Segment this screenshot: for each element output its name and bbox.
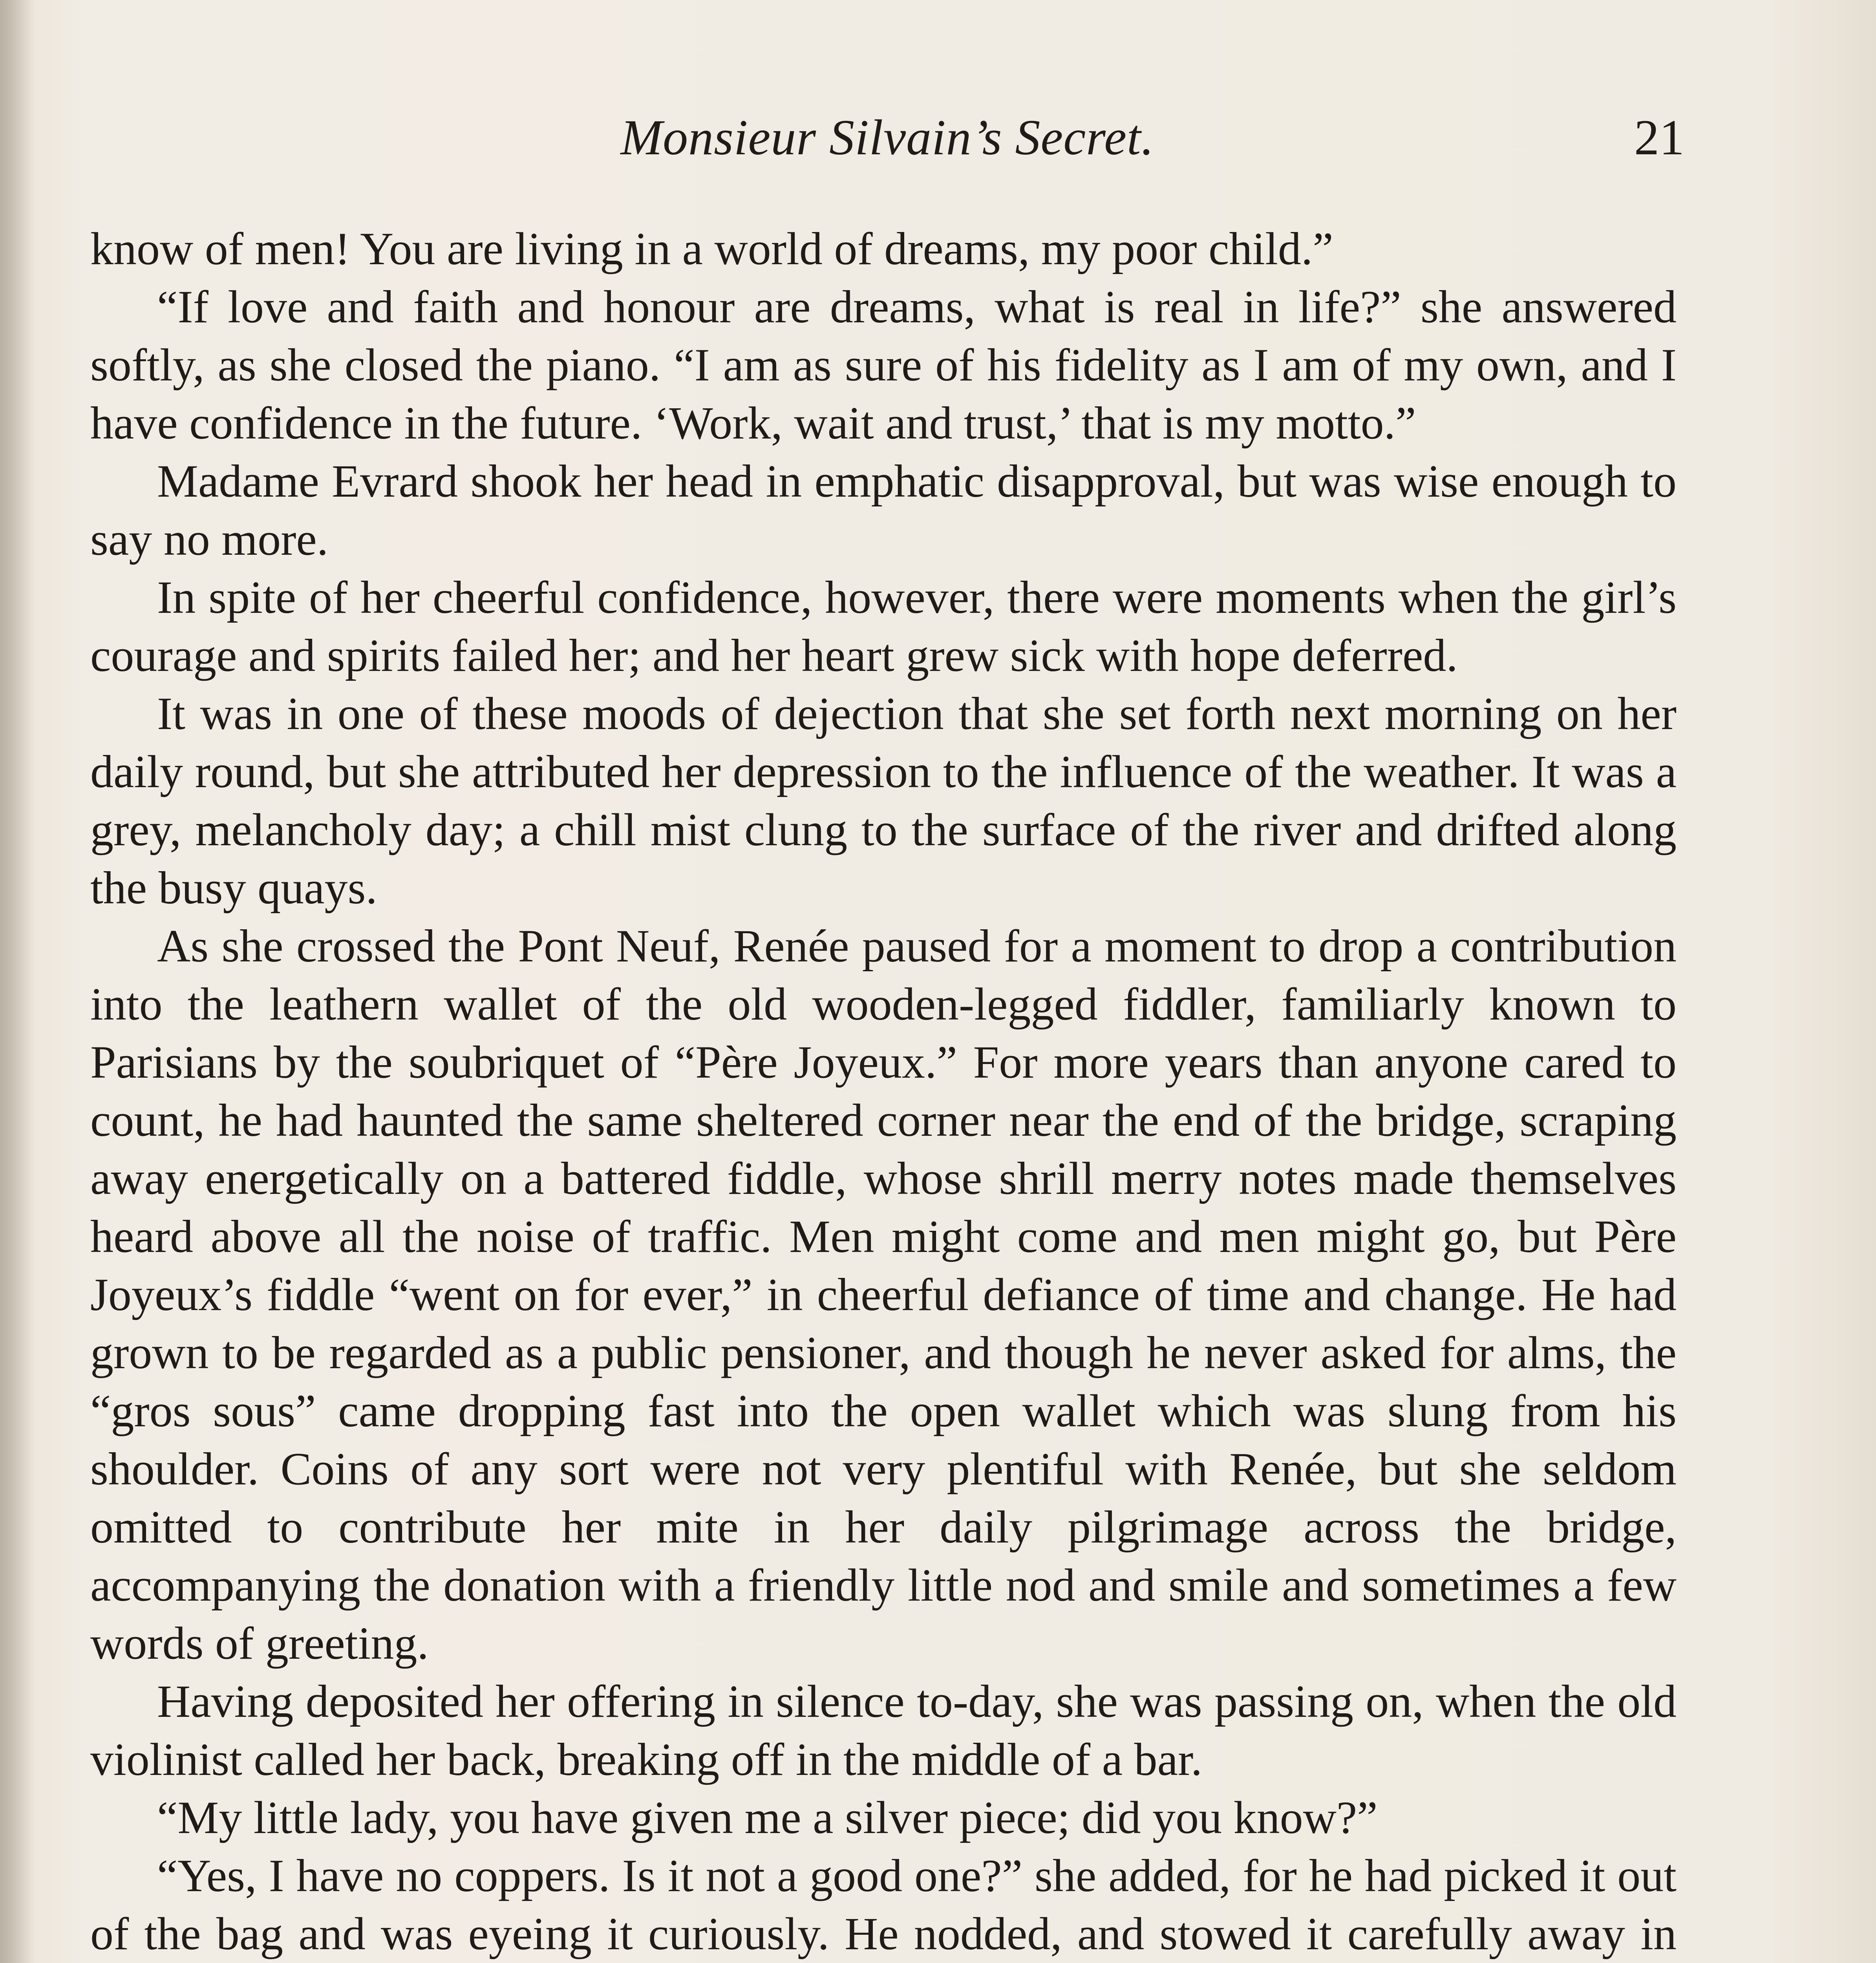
running-header — [90, 104, 1684, 183]
paragraph-3: Madame Evrard shook her head in emphatic disapproval, but was wise enough to say no more. — [90, 455, 1677, 565]
paragraph-6: As she crossed the Pont Neuf, Renée paused for a moment to drop a contribution into the leathern wallet of the old wooden-legged fiddler, familiarly known to Parisians by the soubriquet of “Père Joyeux.” For more years than anyone cared to count, he had haunted the same sheltered corner near the end of the bridge, scraping away energetically on a battered fiddle, whose shrill merry notes made themselves heard above all the noise of traffic. Men might come and men might go, but Père Joyeux’s fiddle “went on for ever,” in cheerful defiance of time and change. He had grown to be regarded as a public pensioner, and though he never asked for alms, the “gros sous” came dropping fast into the open wallet which was slung from his shoulder. Coins of any sort were not very plentiful with Renée, but she seldom omitted to contribute her mite in her daily pilgrimage across the bridge, accompanying the donation with a friendly little nod and smile and sometimes a few words of greeting. — [90, 920, 1677, 1669]
gutter-shadow — [0, 0, 35, 1963]
paragraph-1: know of men! You are living in a world of dreams, my poor child.” — [90, 223, 1333, 274]
running-title: Monsieur Silvain’s Secret. — [620, 110, 1154, 165]
paragraph-2: “If love and faith and honour are dreams, what is real in life?” she answered softly, as she closed the piano. “I am as sure of his fidelity as I am of my own, and I have confidence in the future. ‘Work, wait and trust,’ that is my motto.” — [90, 281, 1677, 449]
paragraph-8: “My little lady, you have given me a silver piece; did you know?” — [157, 1792, 1378, 1843]
paragraph-5: It was in one of these moods of dejection that she set forth next morning on her daily round, but she attributed her depression to the influence of the weather. It was a grey, melancholy day; a chill mist clung to the surface of the river and drifted along the busy quays. — [90, 688, 1677, 914]
page-number: 21 — [1634, 110, 1684, 165]
paragraph-9: “Yes, I have no coppers. Is it not a good one?” she added, for he had picked it out of the bag and was eyeing it curiously. He nodded, and stowed it carefully away in — [90, 1850, 1677, 1959]
paragraph-4: In spite of her cheerful confidence, however, there were moments when the girl’s courage and spirits failed her; and her heart grew sick with hope deferred. — [90, 572, 1677, 681]
body-text — [90, 220, 1677, 1963]
paragraph-7: Having deposited her offering in silence to-day, she was passing on, when the old violinist called her back, breaking off in the middle of a bar. — [90, 1676, 1677, 1785]
